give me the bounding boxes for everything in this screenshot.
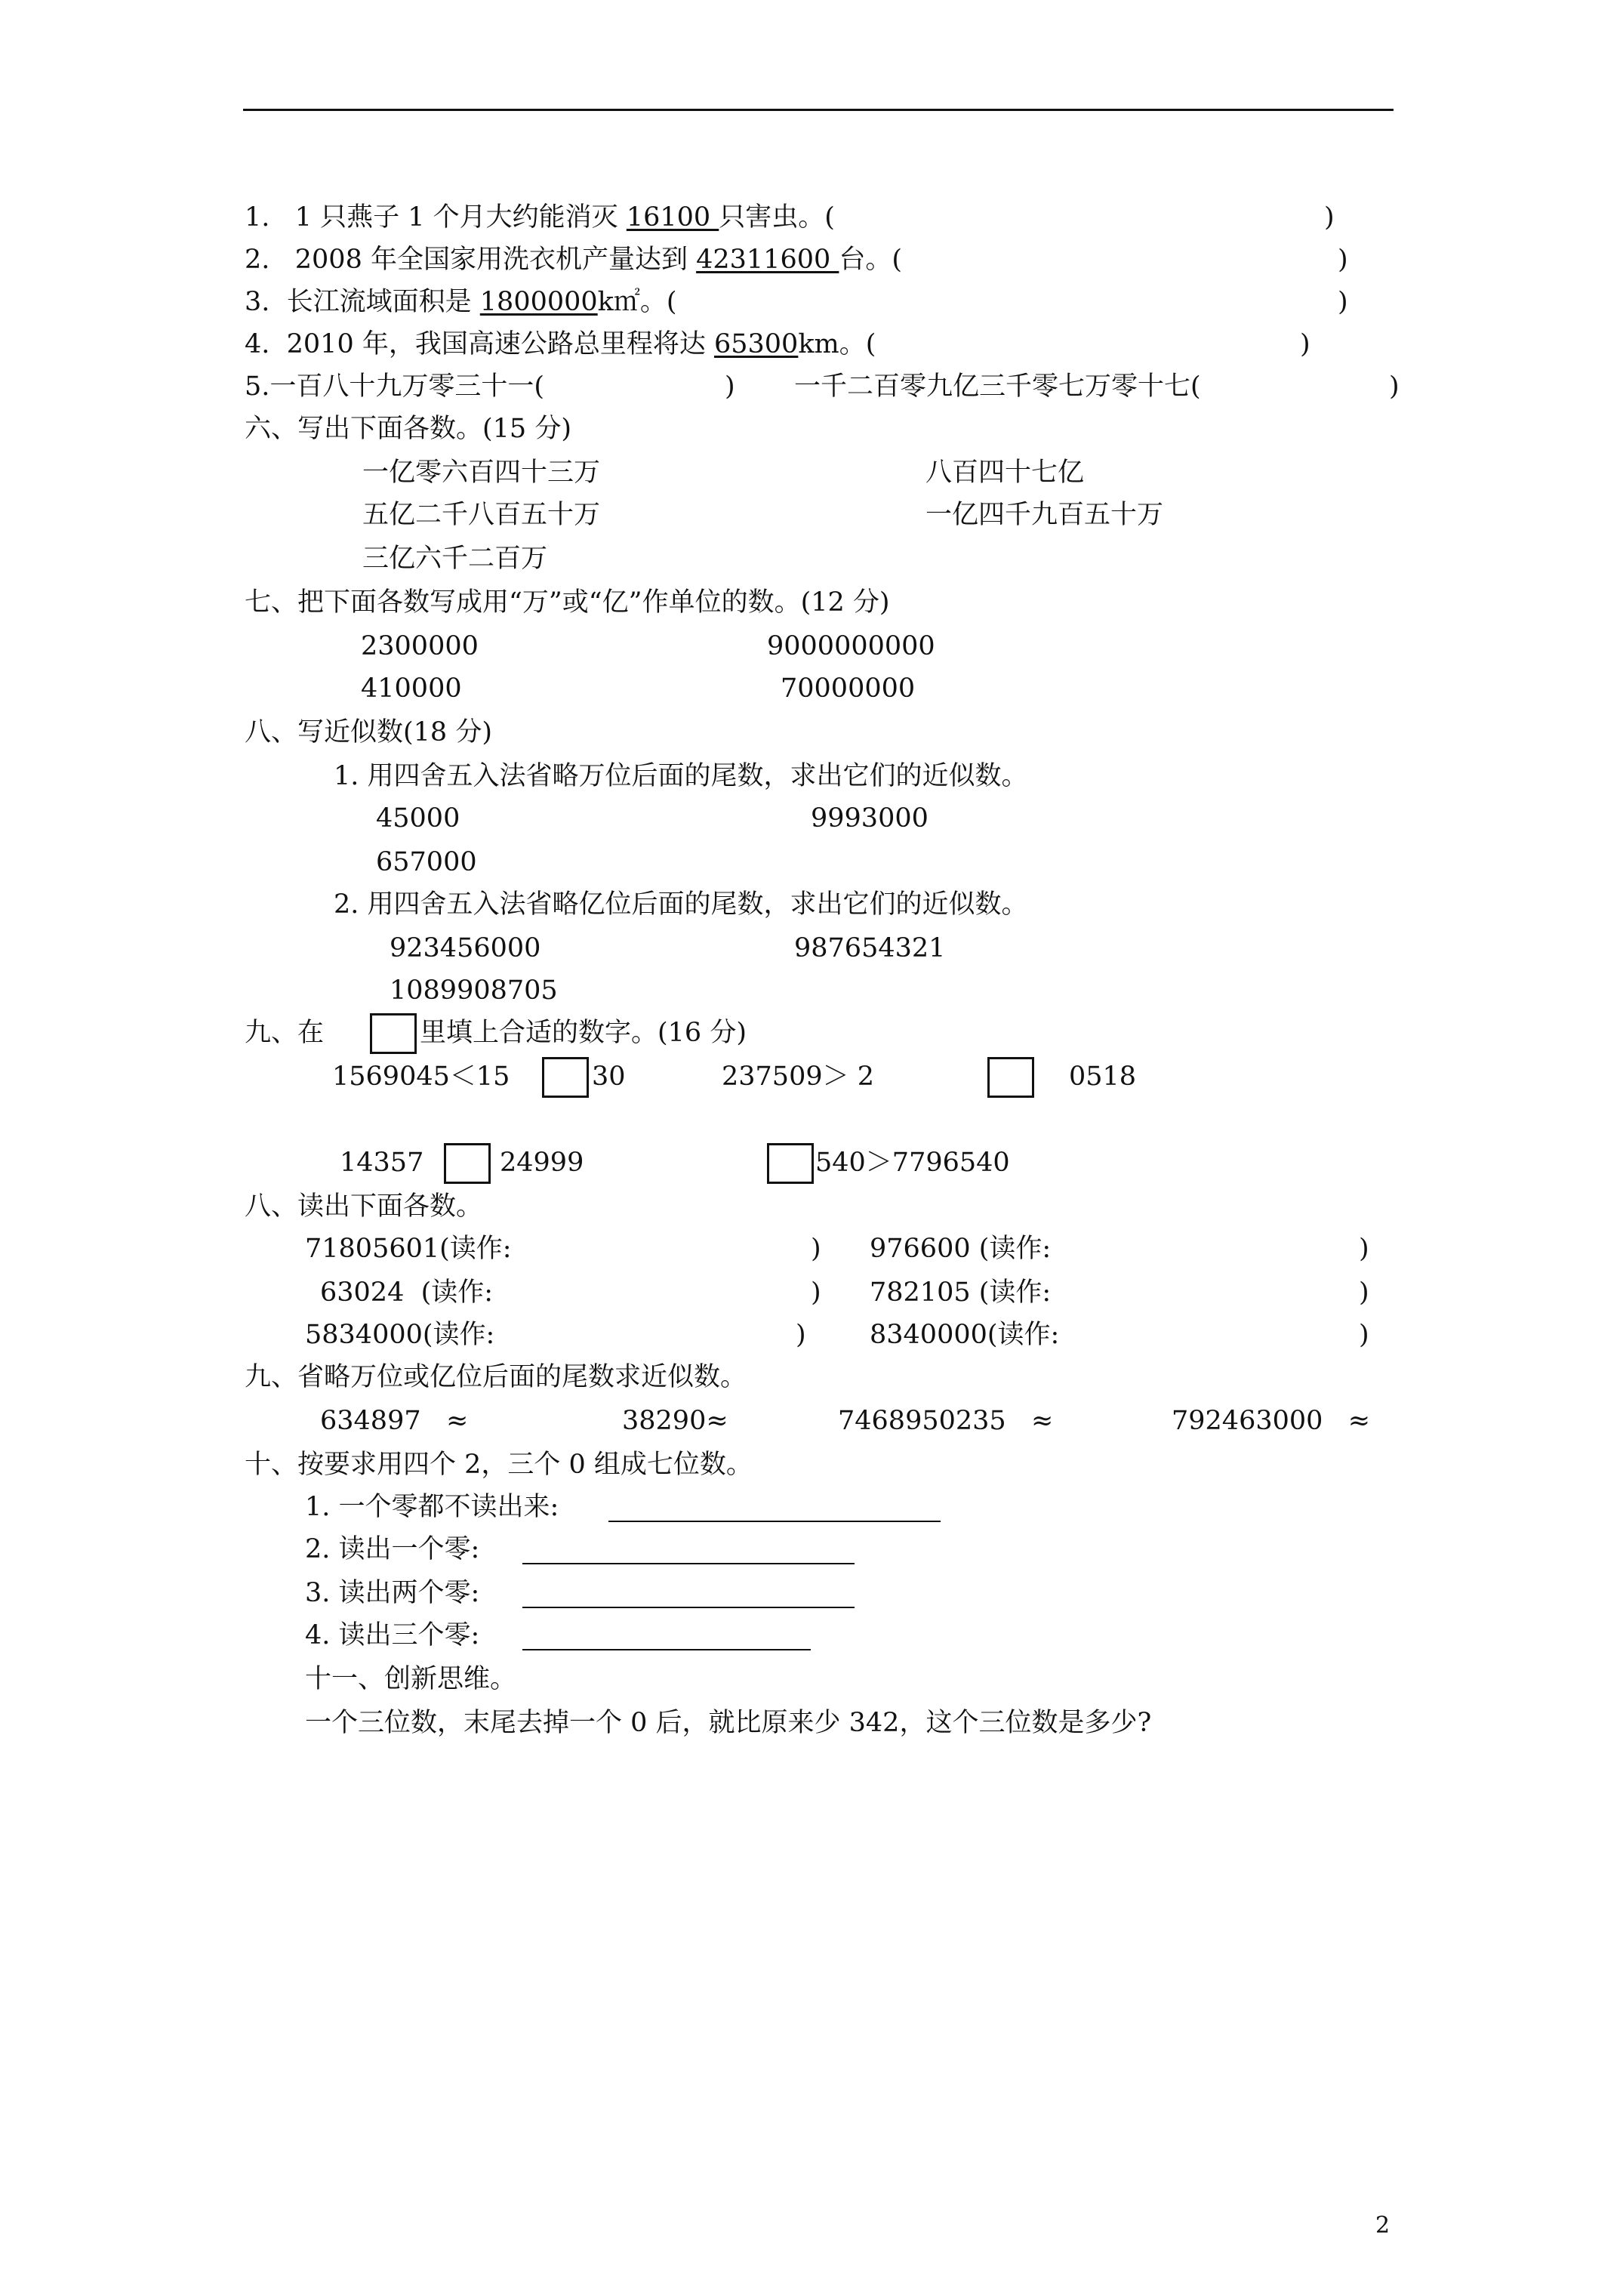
s8b-read-2b: 782105 (读作: [870, 1277, 1052, 1308]
s8b-read-1b: 976600 (读作: [870, 1234, 1052, 1264]
s6-number-4: 一亿四千九百五十万 [925, 500, 1164, 530]
section-8b-title: 八、读出下面各数。 [245, 1191, 483, 1222]
section-8-title: 八、写近似数(18 分) [245, 717, 492, 747]
s8b-close-3b: ) [1359, 1320, 1369, 1350]
s6-number-2: 八百四十七亿 [925, 458, 1085, 488]
s8b-close-2b: ) [1359, 1277, 1369, 1308]
s8b-read-1a: 71805601(读作: [305, 1234, 512, 1264]
s8b-close-2a: ) [811, 1277, 821, 1308]
item-1: 1. 1 只燕子 1 个月大约能消灭 16100 只害虫。( [245, 202, 835, 233]
s11-problem-text: 一个三位数，末尾去掉一个 0 后，就比原来少 342，这个三位数是多少? [305, 1708, 1152, 1738]
s9-box-4[interactable] [767, 1143, 814, 1184]
s7-number-1: 2300000 [361, 631, 479, 661]
s8-question-1: 1. 用四舍五入法省略万位后面的尾数，求出它们的近似数。 [334, 761, 1028, 791]
s8b-read-3a: 5834000(读作: [305, 1320, 495, 1350]
s8-q2-number-3: 1089908705 [390, 975, 558, 1006]
s9-expr-2a: 237509＞ 2 [722, 1062, 875, 1092]
header-rule [243, 109, 1394, 111]
s9-expr-3a: 14357 [340, 1148, 424, 1178]
s8-q1-number-2: 9993000 [811, 803, 929, 834]
item-5-close-1: ) [725, 371, 735, 402]
page-number: 2 [1375, 2212, 1390, 2239]
item-3: 3. 长江流域面积是 1800000k㎡。( [245, 287, 677, 317]
item-3-close: ) [1338, 287, 1348, 317]
s6-number-1: 一亿零六百四十三万 [362, 458, 601, 488]
s10-question-1: 1. 一个零都不读出来: [305, 1492, 559, 1522]
s9-box-3[interactable] [444, 1143, 491, 1184]
s9-expr-3b: 24999 [500, 1148, 584, 1178]
s8b-close-1a: ) [811, 1234, 821, 1264]
s9b-approx-1: 634897 ≈ [320, 1406, 469, 1436]
s9b-approx-2: 38290≈ [622, 1406, 728, 1436]
s9-title-b: 里填上合适的数字。(16 分) [420, 1018, 747, 1048]
s8-q2-number-2: 987654321 [794, 933, 946, 963]
s7-number-3: 410000 [361, 673, 462, 704]
s9-title-a: 九、在 [245, 1018, 325, 1048]
s9-expr-2b: 0518 [1069, 1062, 1137, 1092]
section-7-title: 七、把下面各数写成用“万”或“亿”作单位的数。(12 分) [245, 587, 890, 618]
s10-question-3: 3. 读出两个零: [305, 1578, 480, 1608]
s6-number-5: 三亿六千二百万 [362, 544, 548, 574]
s7-number-2: 9000000000 [767, 631, 935, 661]
section-9b-title: 九、省略万位或亿位后面的尾数求近似数。 [245, 1362, 747, 1392]
s10-question-2: 2. 读出一个零: [305, 1534, 480, 1564]
section-6-title: 六、写出下面各数。(15 分) [245, 414, 571, 444]
s10-answer-line-2[interactable] [522, 1563, 855, 1564]
s10-answer-line-4[interactable] [522, 1649, 811, 1650]
s8b-close-3a: ) [796, 1320, 806, 1350]
s9-box-1[interactable] [542, 1057, 589, 1098]
s7-number-4: 70000000 [781, 673, 916, 704]
item-2: 2. 2008 年全国家用洗衣机产量达到 42311600 台。( [245, 245, 903, 275]
s10-answer-line-3[interactable] [522, 1607, 855, 1608]
item-4: 4. 2010 年，我国高速公路总里程将达 65300km。( [245, 329, 876, 359]
s9-title-box [370, 1013, 417, 1054]
section-10-title: 十、按要求用四个 2，三个 0 组成七位数。 [245, 1450, 753, 1480]
s8b-read-3b: 8340000(读作: [870, 1320, 1060, 1350]
s8b-close-1b: ) [1359, 1234, 1369, 1264]
item-5-b: 一千二百零九亿三千零七万零十七( [794, 371, 1201, 402]
item-4-close: ) [1300, 329, 1310, 359]
item-1-close: ) [1324, 202, 1335, 233]
s9b-approx-4: 792463000 ≈ [1172, 1406, 1371, 1436]
section-11-title: 十一、创新思维。 [305, 1664, 517, 1694]
s8b-read-2a: 63024 (读作: [320, 1277, 494, 1308]
s9-expr-1b: 30 [592, 1062, 626, 1092]
s10-question-4: 4. 读出三个零: [305, 1620, 480, 1650]
s9-expr-4b: 540＞7796540 [815, 1148, 1010, 1178]
s8-q2-number-1: 923456000 [390, 933, 541, 963]
s9-box-2[interactable] [987, 1057, 1034, 1098]
s8-question-2: 2. 用四舍五入法省略亿位后面的尾数，求出它们的近似数。 [334, 889, 1028, 920]
s9b-approx-3: 7468950235 ≈ [838, 1406, 1054, 1436]
s10-answer-line-1[interactable] [608, 1521, 941, 1522]
s9-expr-1a: 1569045＜15 [332, 1062, 510, 1092]
item-5-a: 5.一百八十九万零三十一( [245, 371, 545, 402]
s8-q1-number-3: 657000 [376, 847, 477, 877]
s6-number-3: 五亿二千八百五十万 [362, 500, 601, 530]
item-5-close-2: ) [1389, 371, 1400, 402]
s8-q1-number-1: 45000 [376, 803, 460, 834]
item-2-close: ) [1338, 245, 1348, 275]
